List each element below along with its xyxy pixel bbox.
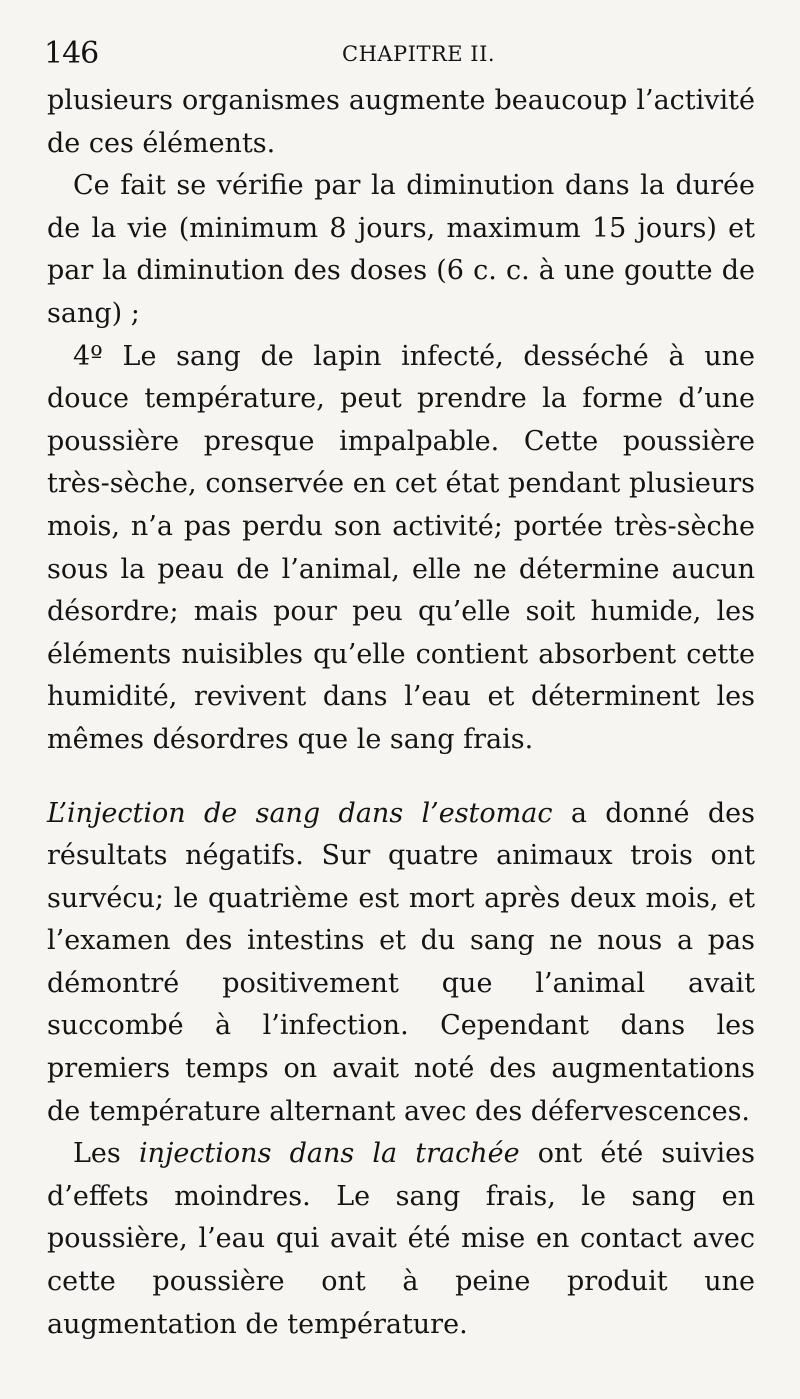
body-text xyxy=(47,80,755,1346)
paragraph-3: 4º Le sang de lapin infecté, desséché à une douce température, peut prendre la forme d’une poussière presque impalpable. Cette poussière très-sèche, conservée en cet état pendant plusieurs mois, n’a pas perdu son activité; portée très-sèche sous la peau de l’animal, elle ne détermine aucun désordre; mais pour peu qu’elle soit humide, les éléments nuisibles qu’elle contient absorbent cette humidité, revivent dans l’eau et déterminent les mêmes désordres que le sang frais. xyxy=(47,340,755,755)
paragraph-4-text: a donné des résultats négatifs. Sur quatre animaux trois ont survécu; le quatrième est mort après deux mois, et l’examen des intestins et du sang ne nous a pas démontré positivement que l’animal avait succombé à l’infection. Cependant dans les premiers temps on avait noté des augmentations de température alternant avec des défervescences. xyxy=(47,797,755,1127)
running-head: CHAPITRE II. xyxy=(342,42,496,66)
paragraph-1: plusieurs organismes augmente beaucoup l’activité de ces éléments. xyxy=(47,85,755,159)
paragraph-5-italic: injections dans la trachée xyxy=(138,1138,520,1170)
paragraph-4 xyxy=(47,793,755,1134)
paragraph-2: Ce fait se vérifie par la diminution dans la durée de la vie (minimum 8 jours, maximum 15 jours) et par la diminution des doses (6 c. c. à une goutte de sang) ; xyxy=(47,170,755,329)
paragraph-4-italic: L’injection de sang dans l’estomac xyxy=(47,797,553,829)
page-header xyxy=(44,36,764,78)
paragraph-5-lead: Les xyxy=(73,1138,139,1170)
paragraph-5-text: ont été suivies d’effets moindres. Le sang frais, le sang en poussière, l’eau qui avait été mise en contact avec cette poussière ont à peine produit une augmentation de température. xyxy=(47,1138,755,1340)
paragraph-5 xyxy=(47,1133,755,1346)
page-number: 146 xyxy=(44,36,99,71)
